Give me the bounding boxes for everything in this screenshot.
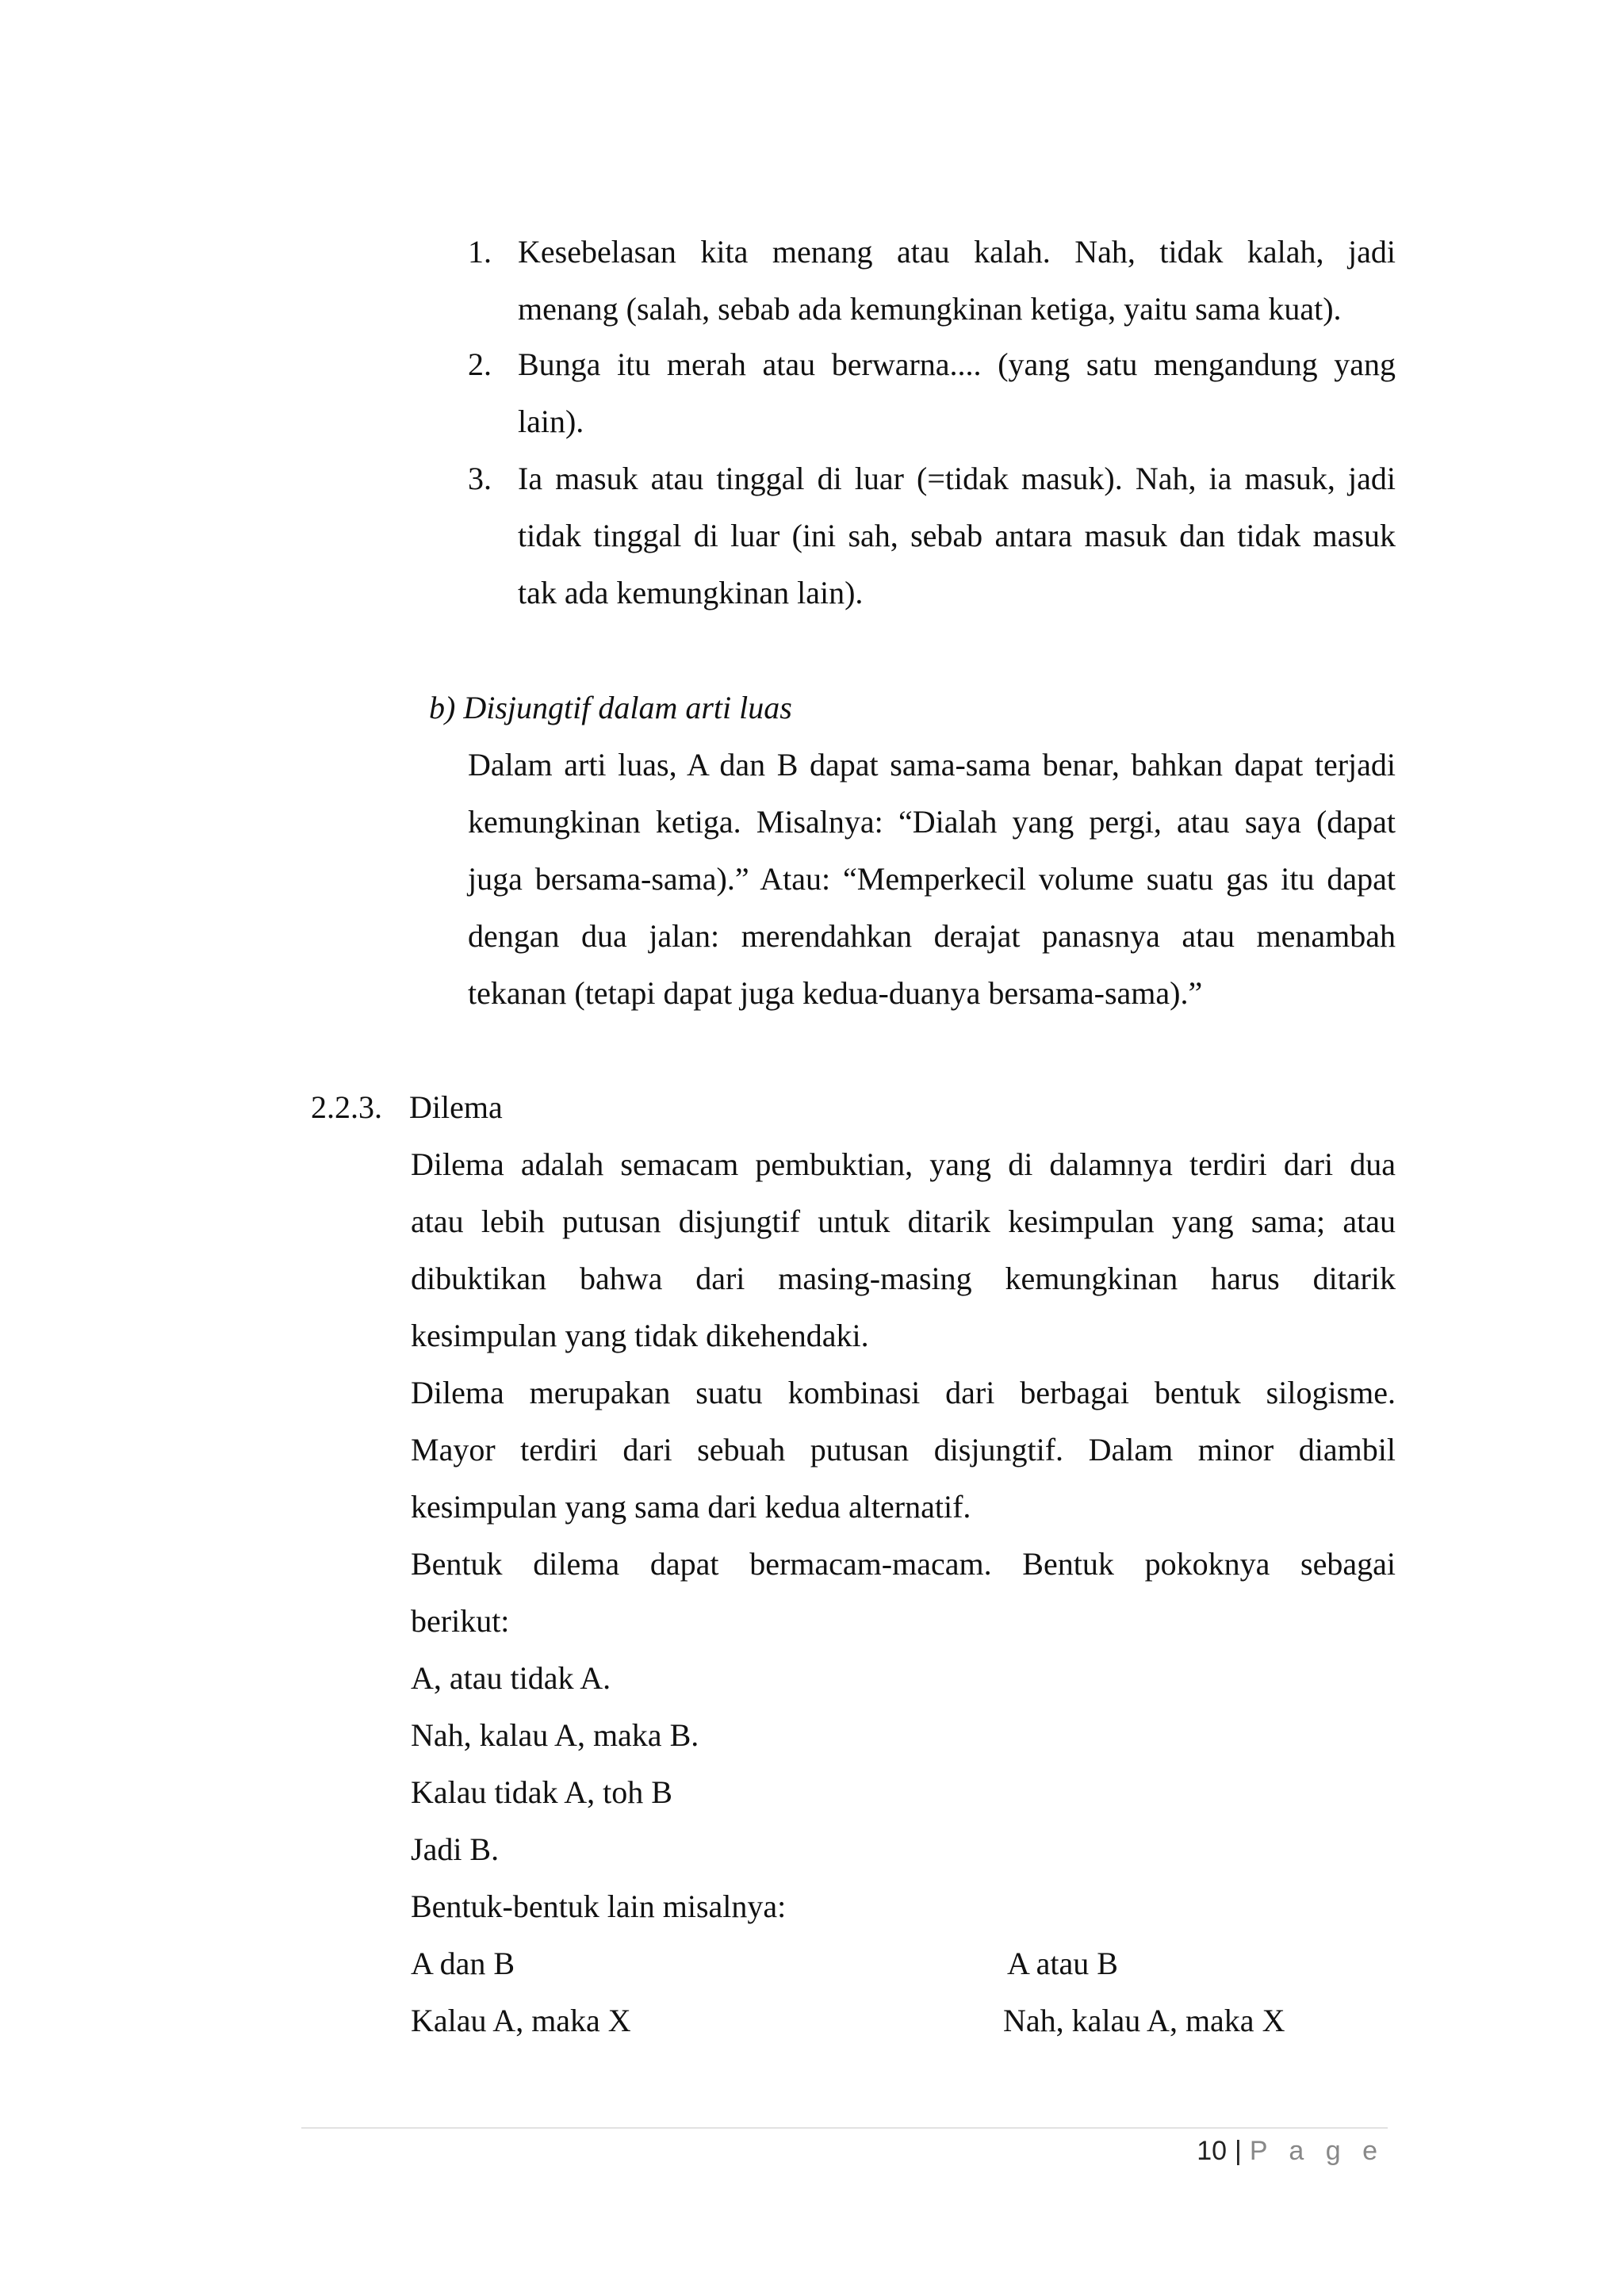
list-item-number: 2.	[468, 346, 492, 382]
form-line: Nah, kalau A, maka B.	[411, 1717, 699, 1753]
subsection-heading: b) Disjungtif dalam arti luas	[429, 690, 792, 725]
list-item-line: Ia masuk atau tinggal di luar (=tidak masuk). Nah, ia masuk, jadi	[518, 461, 1396, 496]
page-footer	[1197, 2137, 1385, 2164]
paragraph-line: kesimpulan yang tidak dikehendaki.	[411, 1318, 869, 1353]
paragraph-line: Dalam arti luas, A dan B dapat sama-sama benar, bahkan dapat terjadi	[468, 747, 1396, 783]
form-line: Bentuk-bentuk lain misalnya:	[411, 1888, 787, 1924]
paragraph-line: kemungkinan ketiga. Misalnya: “Dialah yang pergi, atau saya (dapat	[468, 804, 1396, 840]
paragraph-line: Mayor terdiri dari sebuah putusan disjungtif. Dalam minor diambil	[411, 1432, 1396, 1468]
other-form-left: A dan B	[411, 1946, 515, 1981]
list-item-line: menang (salah, sebab ada kemungkinan ketiga, yaitu sama kuat).	[518, 291, 1342, 327]
page-number: 10	[1197, 2136, 1228, 2166]
other-form-right: A atau B	[1007, 1946, 1118, 1981]
paragraph-line: Bentuk dilema dapat bermacam-macam. Bentuk pokoknya sebagai	[411, 1546, 1396, 1582]
paragraph-line: dengan dua jalan: merendahkan derajat panasnya atau menambah	[468, 918, 1396, 954]
other-form-right: Nah, kalau A, maka X	[1003, 2003, 1285, 2038]
page-label: P a g e	[1249, 2136, 1385, 2166]
footer-divider	[301, 2127, 1388, 2129]
form-line: A, atau tidak A.	[411, 1660, 611, 1696]
paragraph-line: juga bersama-sama).” Atau: “Memperkecil volume suatu gas itu dapat	[468, 861, 1396, 897]
paragraph-line: kesimpulan yang sama dari kedua alternatif.	[411, 1489, 971, 1525]
list-item-line: Bunga itu merah atau berwarna.... (yang satu mengandung yang	[518, 346, 1396, 382]
list-item-number: 1.	[468, 234, 492, 270]
section-number: 2.2.3.	[311, 1089, 382, 1125]
list-item-number: 3.	[468, 461, 492, 496]
list-item-line: lain).	[518, 404, 584, 439]
form-line: Jadi B.	[411, 1831, 500, 1867]
paragraph-line: Dilema adalah semacam pembuktian, yang di dalamnya terdiri dari dua	[411, 1146, 1396, 1182]
other-form-left: Kalau A, maka X	[411, 2003, 631, 2038]
list-item-line: tak ada kemungkinan lain).	[518, 575, 864, 610]
list-item-line: tidak tinggal di luar (ini sah, sebab antara masuk dan tidak masuk	[518, 518, 1396, 553]
footer-separator: |	[1235, 2136, 1242, 2166]
paragraph-line: tekanan (tetapi dapat juga kedua-duanya bersama-sama).”	[468, 975, 1203, 1011]
paragraph-line: atau lebih putusan disjungtif untuk ditarik kesimpulan yang sama; atau	[411, 1203, 1396, 1239]
list-item-line: Kesebelasan kita menang atau kalah. Nah, tidak kalah, jadi	[518, 234, 1396, 270]
paragraph-line: Dilema merupakan suatu kombinasi dari berbagai bentuk silogisme.	[411, 1375, 1396, 1410]
form-line: Kalau tidak A, toh B	[411, 1774, 672, 1810]
paragraph-line: berikut:	[411, 1603, 510, 1639]
section-title: Dilema	[409, 1089, 503, 1125]
paragraph-line: dibuktikan bahwa dari masing-masing kemungkinan harus ditarik	[411, 1261, 1396, 1296]
